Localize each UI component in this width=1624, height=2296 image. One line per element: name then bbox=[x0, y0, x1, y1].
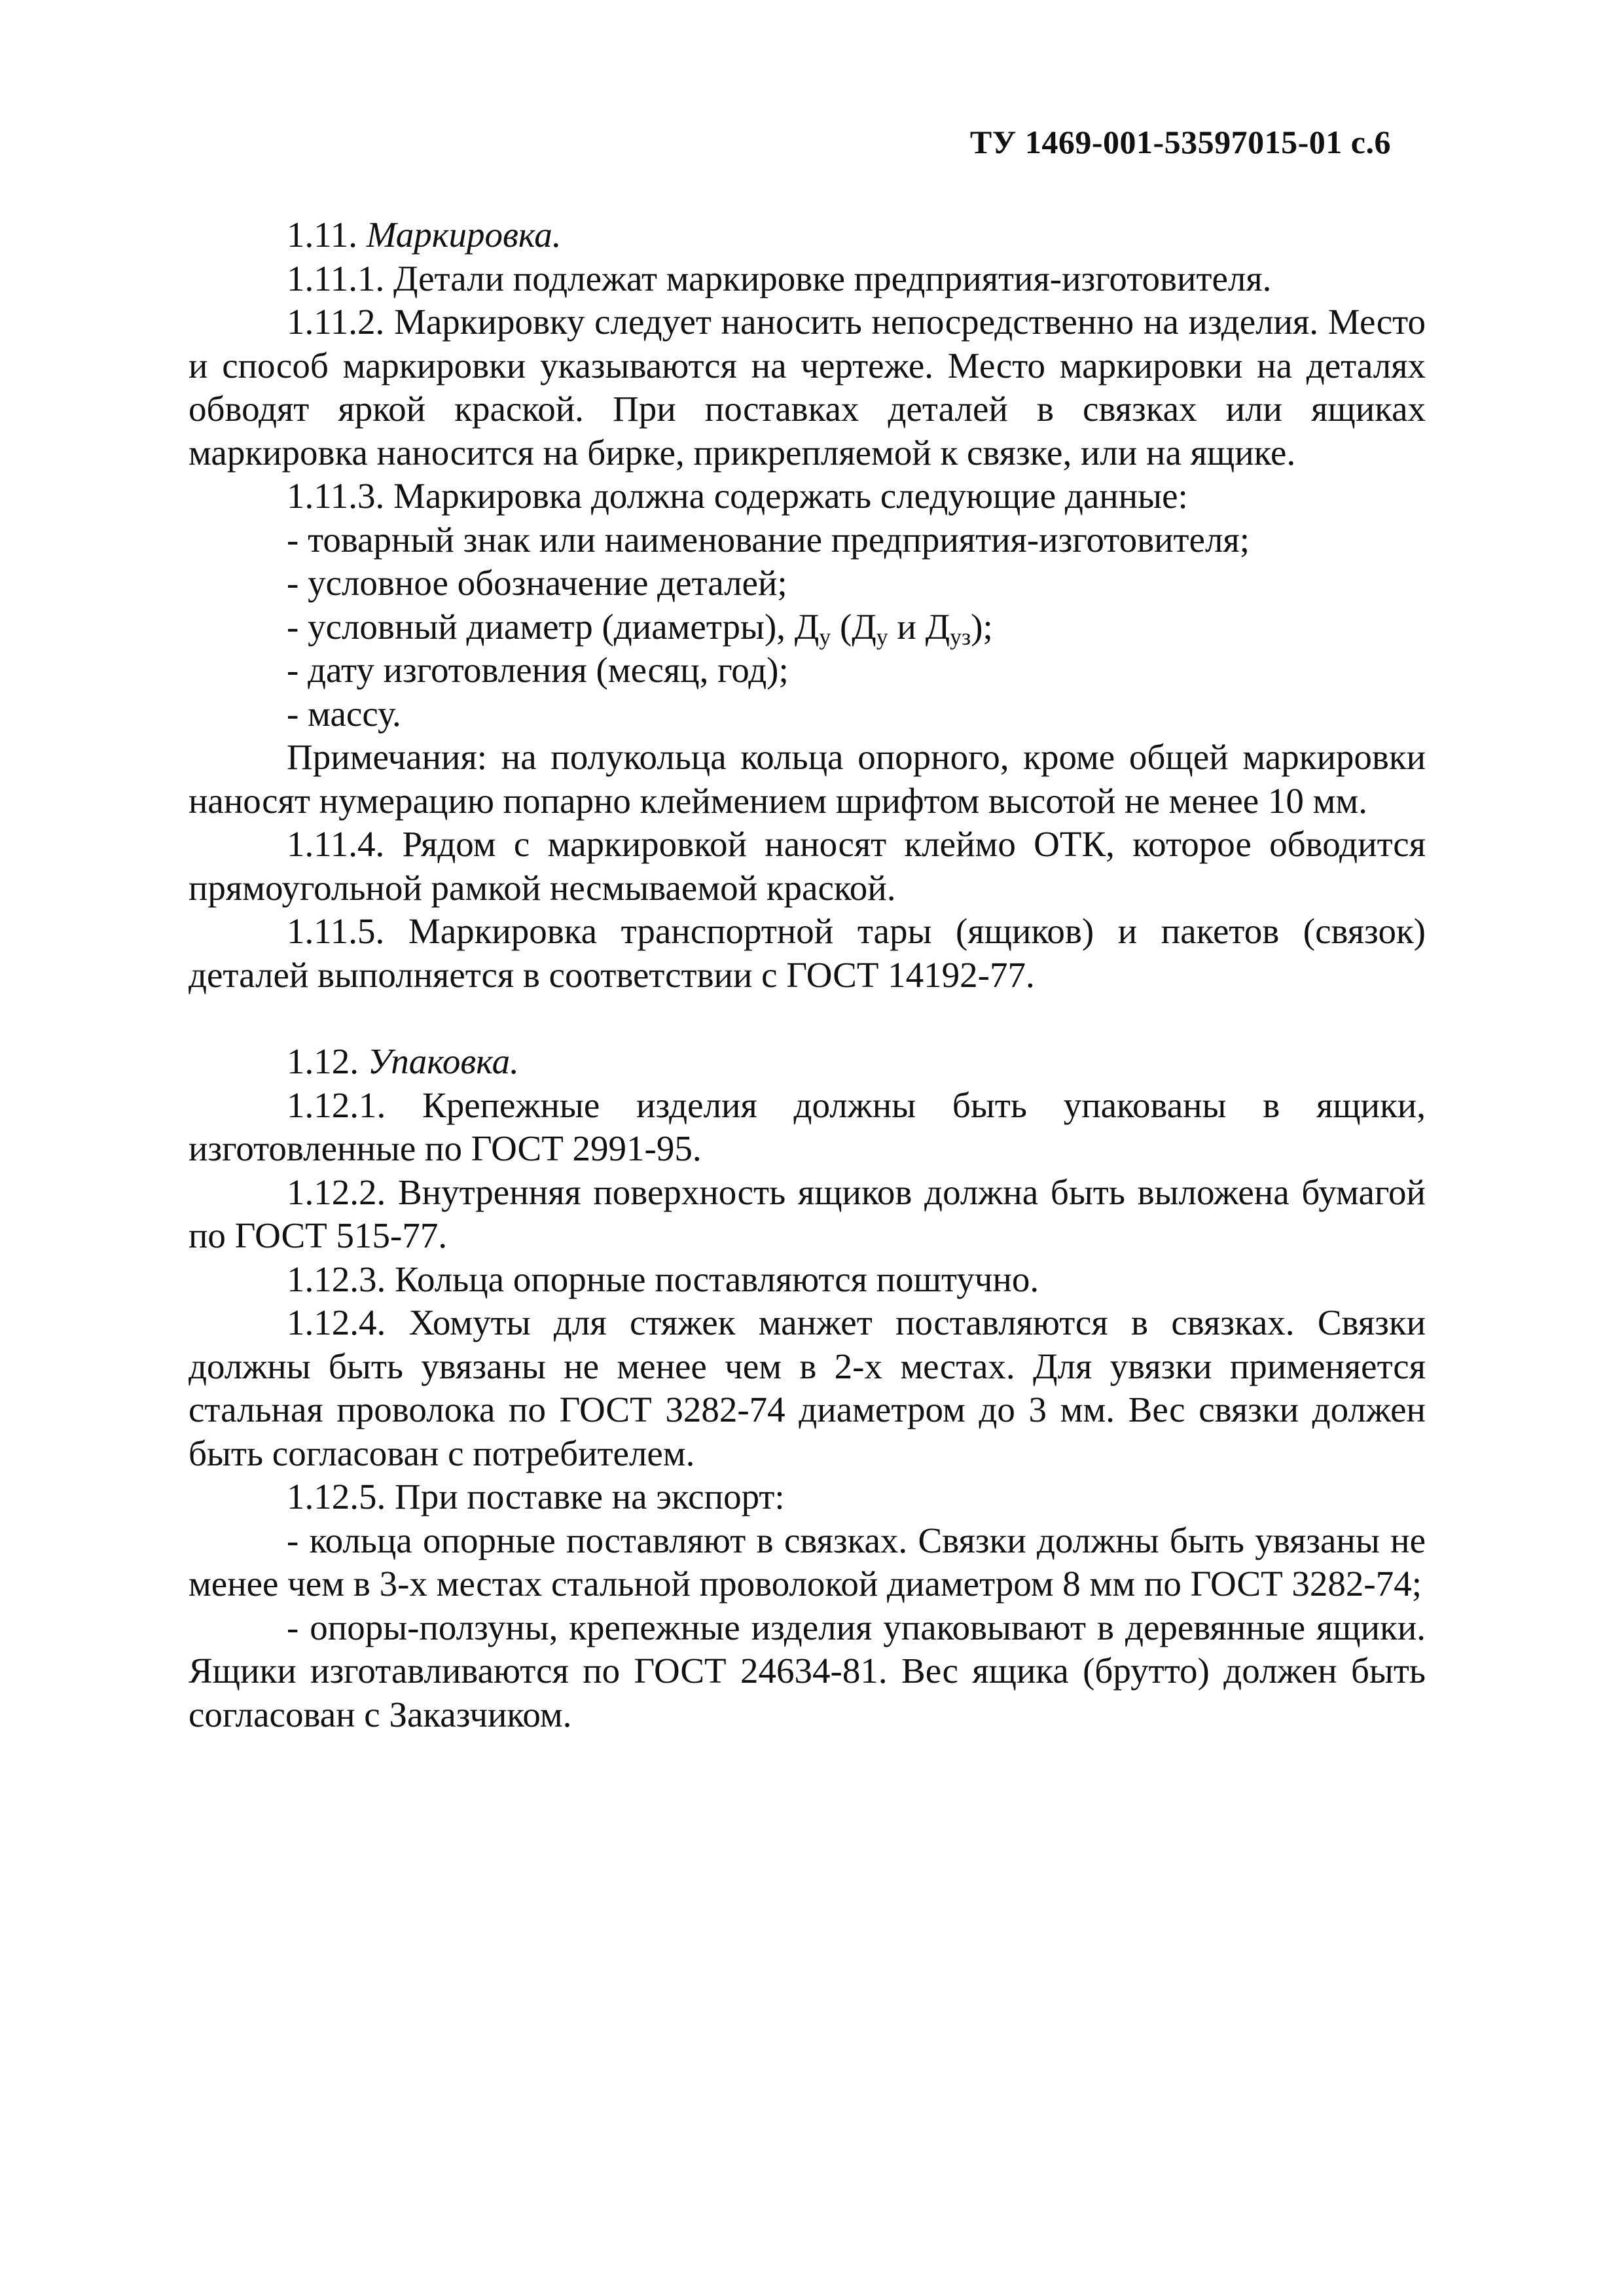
section-spacer bbox=[189, 997, 1426, 1040]
paragraph-1-12-3: 1.12.3. Кольца опорные поставляются поштучно. bbox=[287, 1259, 1039, 1299]
paragraph-1-11-4: 1.11.4. Рядом с маркировкой наносят клеймо ОТК, которое обводится прямоугольной рамкой несмываемой краской. bbox=[189, 824, 1426, 908]
list-item: - условное обозначение деталей; bbox=[287, 563, 787, 603]
paragraph-1-11-5: 1.11.5. Маркировка транспортной тары (ящиков) и пакетов (связок) деталей выполняется в соответствии с ГОСТ 14192-77. bbox=[189, 911, 1426, 995]
export-item-rings: - кольца опорные поставляют в связках. Связки должны быть увязаны не менее чем в 3-х местах стальной проволокой диаметром 8 мм по ГОСТ 3282-74; bbox=[189, 1520, 1426, 1604]
section-number: 1.12. bbox=[287, 1041, 368, 1081]
note-paragraph: Примечания: на полукольца кольца опорного, кроме общей маркировки наносят нумерацию попарно клеймением шрифтом высотой не менее 10 мм. bbox=[189, 737, 1426, 821]
list-item: - условный диаметр (диаметры), $Д_у$ ($Д_у$ и $Д_{уз}$); bbox=[287, 606, 993, 650]
section-heading-packaging bbox=[189, 1040, 1426, 1084]
paragraph-1-12-4: 1.12.4. Хомуты для стяжек манжет поставляются в связках. Связки должны быть увязаны не менее чем в 2-х местах. Для увязки применяется стальная проволока по ГОСТ 3282-74 диаметром до 3 мм. Вес связки должен быть согласован с потребителем. bbox=[189, 1302, 1426, 1473]
list-item: - массу. bbox=[287, 693, 401, 734]
document-body bbox=[189, 213, 1426, 1736]
export-item-supports: - опоры-ползуны, крепежные изделия упаковывают в деревянные ящики. Ящики изготавливаются по ГОСТ 24634-81. Вес ящика (брутто) должен быть согласован с Заказчиком. bbox=[189, 1607, 1426, 1734]
list-item: - товарный знак или наименование предприятия-изготовителя; bbox=[287, 519, 1250, 560]
list-item: - дату изготовления (месяц, год); bbox=[287, 650, 789, 690]
section-heading-marking bbox=[189, 213, 1426, 257]
document-reference: ТУ 1469-001-53597015-01 с.6 bbox=[969, 124, 1391, 160]
paragraph-1-12-5: 1.12.5. При поставке на экспорт: bbox=[287, 1477, 785, 1516]
section-title: Маркировка. bbox=[366, 215, 562, 255]
paragraph-1-12-1: 1.12.1. Крепежные изделия должны быть упакованы в ящики, изготовленные по ГОСТ 2991-95. bbox=[189, 1085, 1426, 1168]
paragraph-1-11-1: 1.11.1. Детали подлежат маркировке предприятия-изготовителя. bbox=[287, 258, 1272, 298]
section-title: Упаковка. bbox=[367, 1041, 519, 1081]
paragraph-1-11-2: 1.11.2. Маркировку следует наносить непосредственно на изделия. Место и способ маркировки указываются на чертеже. Место маркировки на деталях обводят яркой краской. При поставках деталей в связках или ящиках маркировка наносится на бирке, прикрепляемой к связке, или на ящике. bbox=[189, 302, 1426, 473]
paragraph-1-11-3: 1.11.3. Маркировка должна содержать следующие данные: bbox=[287, 476, 1188, 516]
section-number: 1.11. bbox=[287, 215, 367, 255]
paragraph-1-12-2: 1.12.2. Внутренняя поверхность ящиков должна быть выложена бумагой по ГОСТ 515-77. bbox=[189, 1172, 1426, 1255]
